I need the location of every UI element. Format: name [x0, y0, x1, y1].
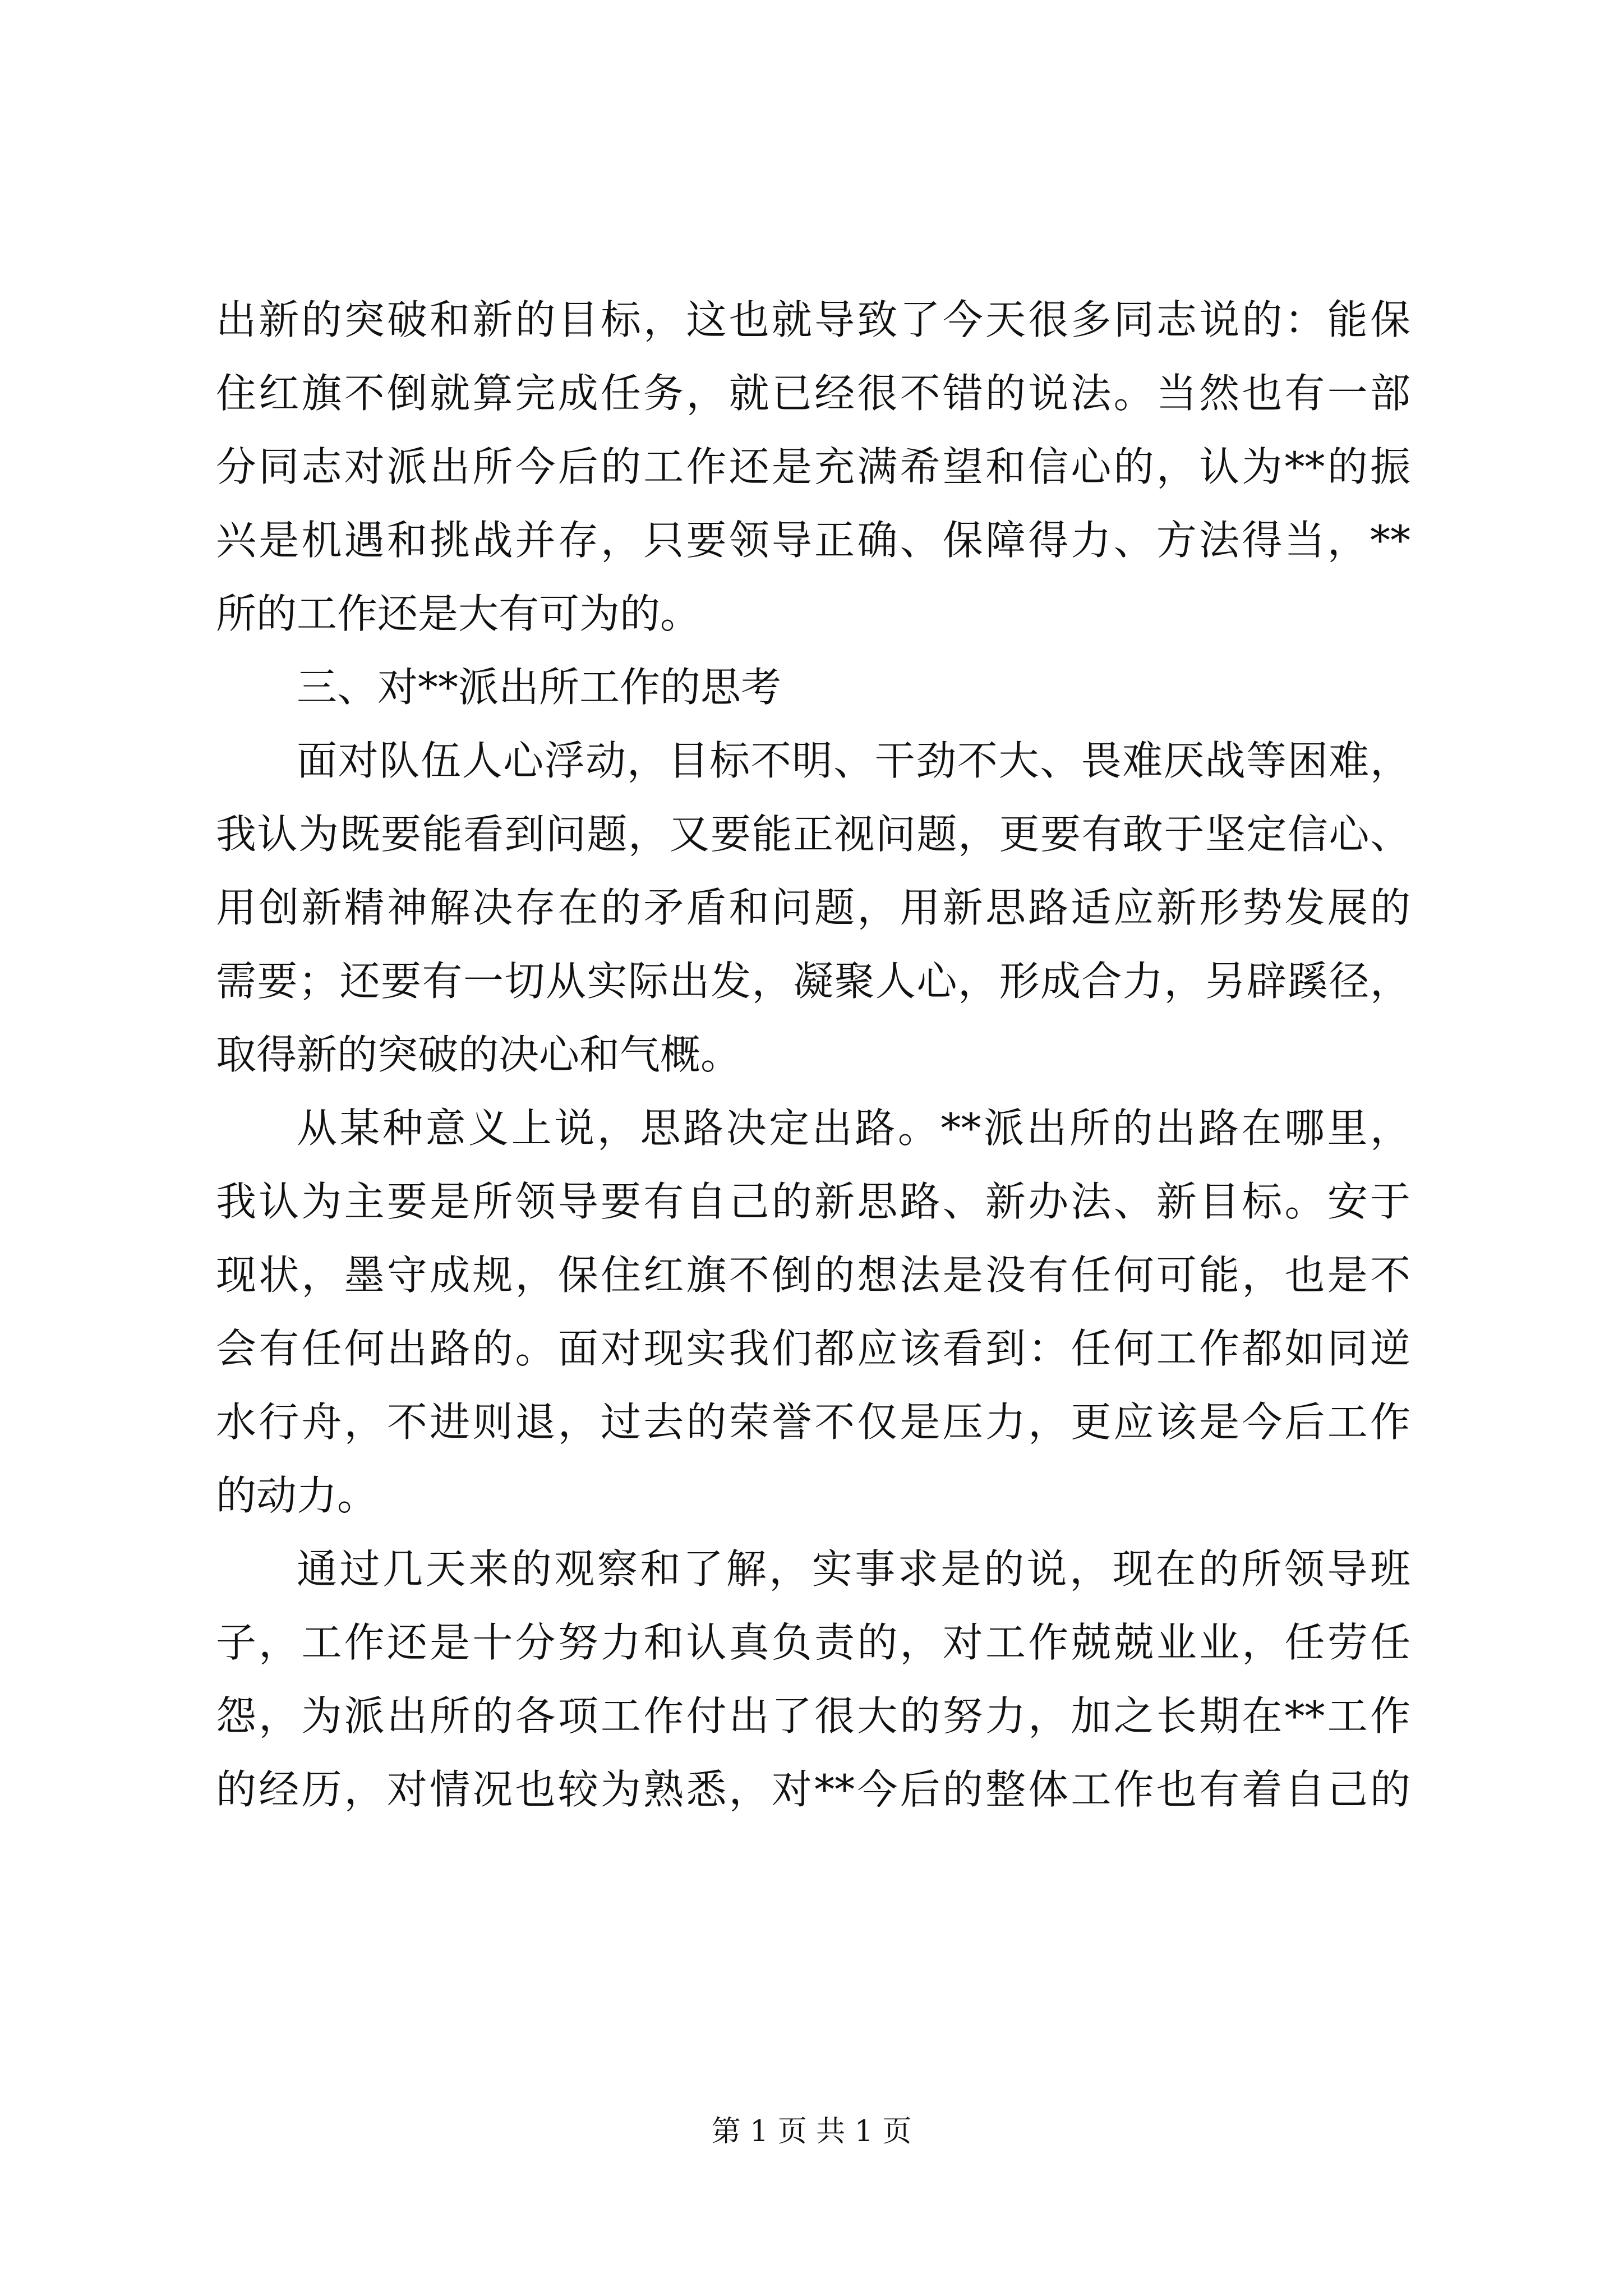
text-line: 所的工作还是大有可为的。	[216, 590, 701, 637]
text-line: 取得新的突破的决心和气概。	[216, 1031, 741, 1078]
text-line: 会有任何出路的。面对现实我们都应该看到：任何工作都如同逆	[216, 1325, 1410, 1372]
text-line: 怨，为派出所的各项工作付出了很大的努力，加之长期在**工作	[216, 1692, 1410, 1740]
text-line: 水行舟，不进则退，过去的荣誉不仅是压力，更应该是今后工作	[216, 1398, 1410, 1446]
text-line: 住红旗不倒就算完成任务，就已经很不错的说法。当然也有一部	[216, 370, 1410, 417]
section-heading: 三、对**派出所工作的思考	[297, 664, 782, 711]
document-body	[216, 283, 1410, 1826]
text-line: 现状，墨守成规，保住红旗不倒的想法是没有任何可能，也是不	[216, 1251, 1410, 1299]
text-line: 从某种意义上说，思路决定出路。**派出所的出路在哪里，	[297, 1105, 1410, 1152]
text-line: 出新的突破和新的目标，这也就导致了今天很多同志说的：能保	[216, 296, 1410, 343]
text-line: 的经历，对情况也较为熟悉，对**今后的整体工作也有着自己的	[216, 1766, 1410, 1813]
text-line: 我认为既要能看到问题，又要能正视问题，更要有敢于坚定信心、	[216, 811, 1410, 858]
text-line: 用创新精神解决存在的矛盾和问题，用新思路适应新形势发展的	[216, 884, 1410, 931]
page-footer	[0, 2112, 1623, 2151]
text-line: 需要；还要有一切从实际出发，凝聚人心，形成合力，另辟蹊径，	[216, 958, 1410, 1005]
text-line: 面对队伍人心浮动，目标不明、干劲不大、畏难厌战等困难，	[297, 737, 1410, 784]
text-line: 兴是机遇和挑战并存，只要领导正确、保障得力、方法得当，**	[216, 517, 1410, 564]
text-line: 通过几天来的观察和了解，实事求是的说，现在的所领导班	[297, 1545, 1410, 1593]
page-number: 第 1 页 共 1 页	[711, 2115, 912, 2148]
text-line: 子，工作还是十分努力和认真负责的，对工作兢兢业业，任劳任	[216, 1619, 1410, 1666]
text-line: 分同志对派出所今后的工作还是充满希望和信心的，认为**的振	[216, 443, 1410, 490]
text-line: 我认为主要是所领导要有自己的新思路、新办法、新目标。安于	[216, 1178, 1410, 1225]
text-line: 的动力。	[216, 1472, 378, 1519]
